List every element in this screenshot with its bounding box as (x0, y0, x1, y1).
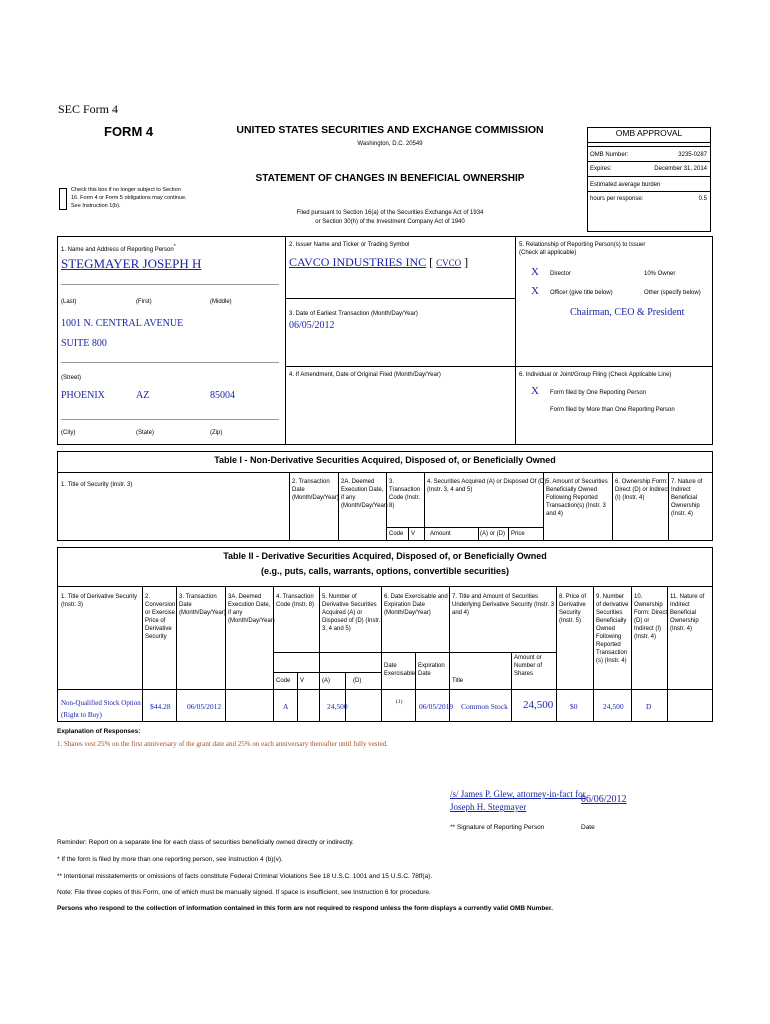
other-label: Other (specify below) (644, 290, 701, 296)
t2-row-amount-a: 24,500 (327, 702, 348, 711)
form-title: FORM 4 (104, 124, 154, 139)
table-1-title: Table I - Non-Derivative Securities Acquired, Disposed of, or Beneficially Owned (214, 455, 556, 465)
box3-label: 3. Date of Earliest Transaction (Month/Day/Year) (289, 311, 418, 317)
t1-h7: 7. Nature of Indirect Beneficial Ownership (Instr. 4) (671, 479, 703, 517)
t2-row-footnote: (1) (396, 699, 403, 705)
check-box-text: Check this box if no longer subject to Section 16. Form 4 or Form 5 obligations may continue. See Instruction 1(b). (71, 187, 187, 209)
filed-pursuant-2: or Section 30(h) of the Investment Company Act of 1940 (315, 219, 465, 225)
doc-label: SEC Form 4 (58, 102, 119, 116)
t1-h6: 6. Ownership Form: Direct (D) or Indirect (I) (Instr. 4) (615, 479, 670, 501)
signature-label: ** Signature of Reporting Person (450, 824, 545, 831)
t2-sub-title: Title (452, 678, 464, 684)
zip: 85004 (210, 390, 235, 401)
t2-row-underlying: Common Stock (461, 702, 508, 711)
ten-pct-owner-label: 10% Owner (644, 271, 676, 277)
commission-title: UNITED STATES SECURITIES AND EXCHANGE COMMISSION (236, 124, 544, 136)
t2-h4: 4. Transaction Code (Instr. 8) (276, 594, 315, 608)
officer-title: Chairman, CEO & President (570, 307, 685, 318)
omb-hours: 0.5 (698, 196, 707, 202)
omb-number-label: OMB Number: (590, 152, 629, 158)
filed-pursuant-1: Filed pursuant to Section 16(a) of the Securities Exchange Act of 1934 (296, 210, 484, 216)
omb-hours-label: hours per response: (590, 196, 644, 202)
t2-row-owned: 24,500 (603, 702, 624, 711)
t1-h1: 1. Title of Security (Instr. 3) (61, 482, 133, 488)
omb-title: OMB APPROVAL (615, 128, 683, 138)
location: Washington, D.C. 20549 (357, 141, 423, 147)
statement-title: STATEMENT OF CHANGES IN BENEFICIAL OWNERSHIP (255, 173, 525, 184)
t1-h2a: 2A. Deemed Execution Date, if any (Month/Day/Year) (341, 479, 388, 509)
reporting-person-name[interactable]: STEGMAYER JOSEPH H (61, 256, 202, 271)
issuer-ticker: CAVCO INDUSTRIES INC [ CVCO ] (289, 255, 469, 269)
box4-label: 4. If Amendment, Date of Original Filed (Month/Day/Year) (289, 372, 441, 378)
note-reminder: Reminder: Report on a separate line for each class of securities beneficially owned directly or indirectly. (57, 839, 354, 846)
t2-h1: 1. Title of Derivative Security (Instr. 3) (61, 594, 138, 608)
signature-text: /s/ James P. Glew, attorney-in-fact for Joseph H. Stegmayer (450, 789, 586, 812)
note-omb: Persons who respond to the collection of information contained in this form are not required to respond unless the form displays a currently valid OMB Number. (57, 905, 553, 912)
t2-h2: 2. Conversion or Exercise Price of Derivative Security (145, 594, 176, 640)
city: PHOENIX (61, 390, 105, 401)
no-longer-subject-checkbox[interactable] (59, 188, 67, 210)
earliest-transaction-date: 06/05/2012 (289, 320, 335, 331)
state: AZ (136, 390, 150, 401)
t2-h3: 3. Transaction Date (Month/Day/Year) (179, 594, 226, 616)
t2-sub-code: Code (276, 678, 291, 684)
box6-label: 6. Individual or Joint/Group Filing (Check Applicable Line) (519, 372, 672, 378)
t2-sub-date-ex: Date Exercisable (384, 663, 416, 677)
officer-label: Officer (give title below) (550, 290, 613, 296)
t2-row-code: A (283, 702, 289, 711)
issuer-name-link[interactable]: CAVCO INDUSTRIES INC (289, 255, 427, 269)
director-check: X (531, 266, 539, 278)
t2-h9: 9. Number of derivative Securities Beneficially Owned Following Reported Transaction (s) (Instr. 4) (596, 594, 629, 664)
t2-h10: 10. Ownership Form: Direct (D) or Indirect (I) (Instr. 4) (634, 594, 667, 640)
t2-row-expiration: 06/05/2019 (419, 702, 454, 711)
director-label: Director (550, 271, 572, 277)
omb-number: 3235-0287 (678, 152, 707, 158)
middle-label: (Middle) (210, 299, 232, 305)
t2-row-price: $44.28 (150, 702, 171, 711)
more-persons-label: Form filed by More than One Reporting Person (550, 407, 675, 413)
t1-h5: 5. Amount of Securities Beneficially Owned Following Reported Transaction(s) (Instr. 3 and 4) (546, 479, 608, 517)
note-multiple-persons: * If the form is filed by more than one reporting person, see Instruction 4 (b)(v). (57, 856, 283, 863)
ticker-link[interactable]: CVCO (436, 258, 462, 268)
t1-sub-amount: Amount (430, 531, 451, 537)
t1-h4: 4. Securities Acquired (A) or Disposed Of (D) (Instr. 3, 4 and 5) (427, 479, 547, 493)
t2-sub-amount: Amount or Number of Shares (514, 655, 543, 677)
box5-label-1: 5. Relationship of Reporting Person(s) to Issuer (519, 242, 646, 248)
explanation-text: 1. Shares vest 25% on the first anniversary of the grant date and 25% on each anniversary thereafter until fully vested. (57, 740, 388, 748)
last-label: (Last) (61, 299, 77, 305)
street-label: (Street) (61, 375, 82, 381)
t1-h3: 3. Transaction Code (Instr. 8) (389, 479, 421, 509)
state-label: (State) (136, 430, 155, 436)
t2-h7: 7. Title and Amount of Securities Underlying Derivative Security (Instr. 3 and 4) (452, 594, 555, 616)
note-file-copies: Note: File three copies of this Form, one of which must be manually signed. If space is insufficient, see Instruction 6 for procedure. (57, 889, 431, 896)
t2-sub-a: (A) (322, 678, 330, 684)
date-label: Date (581, 824, 595, 831)
city-label: (City) (61, 430, 76, 436)
one-person-label: Form filed by One Reporting Person (550, 390, 647, 396)
t2-row-shares: 24,500 (523, 699, 554, 711)
box1-label: 1. Name and Address of Reporting Person* (61, 244, 176, 253)
officer-check: X (531, 285, 539, 297)
table-2-title-1: Table II - Derivative Securities Acquired, Disposed of, or Beneficially Owned (223, 551, 547, 561)
t1-sub-v: V (411, 531, 416, 537)
t2-sub-v: V (300, 678, 305, 684)
t1-sub-code: Code (389, 531, 404, 537)
t2-h5: 5. Number of Derivative Securities Acquired (A) or Disposed of (D) (Instr. 3, 4 and 5) (322, 594, 381, 632)
explanation-title: Explanation of Responses: (57, 728, 141, 735)
t2-sub-exp: Expiration Date (418, 663, 445, 677)
street-address-1: 1001 N. CENTRAL AVENUE (61, 318, 184, 329)
box2-label: 2. Issuer Name and Ticker or Trading Symbol (289, 242, 410, 248)
zip-label: (Zip) (210, 430, 223, 436)
street-address-2: SUITE 800 (61, 338, 107, 349)
t2-row-form: D (646, 702, 652, 711)
omb-burden-label: Estimated average burden (590, 182, 661, 188)
t2-h3a: 3A. Deemed Execution Date, if any (Month/Day/Year) (228, 594, 275, 624)
one-person-check: X (531, 385, 539, 397)
table-2-title-2: (e.g., puts, calls, warrants, options, convertible securities) (260, 566, 510, 576)
note-misstatements: ** Intentional misstatements or omissions of facts constitute Federal Criminal Violations See 18 U.S.C. 1001 and 15 U.S.C. 78ff(a). (57, 873, 433, 880)
omb-expires: December 31, 2014 (654, 166, 707, 172)
t1-h2: 2. Transaction Date (Month/Day/Year) (292, 479, 339, 501)
t2-h11: 11. Nature of Indirect Beneficial Ownership (Instr. 4) (670, 594, 705, 632)
t1-sub-aord: (A) or (D) (480, 531, 505, 537)
t2-row-date: 06/05/2012 (187, 702, 222, 711)
t2-h6: 6. Date Exercisable and Expiration Date (Month/Day/Year) (384, 594, 448, 616)
t2-row-title: Non-Qualified Stock Option (Right to Buy) (61, 699, 141, 719)
t2-h8: 8. Price of Derivative Security (Instr. 5) (559, 594, 587, 624)
signature-date: 06/06/2012 (581, 794, 627, 805)
first-label: (First) (136, 299, 152, 305)
t2-sub-d: (D) (353, 678, 362, 684)
omb-expires-label: Expires: (590, 166, 612, 172)
t2-row-deriv-price: $0 (570, 702, 578, 711)
box5-label-2: (Check all applicable) (519, 250, 577, 256)
t1-sub-price: Price (511, 531, 525, 537)
